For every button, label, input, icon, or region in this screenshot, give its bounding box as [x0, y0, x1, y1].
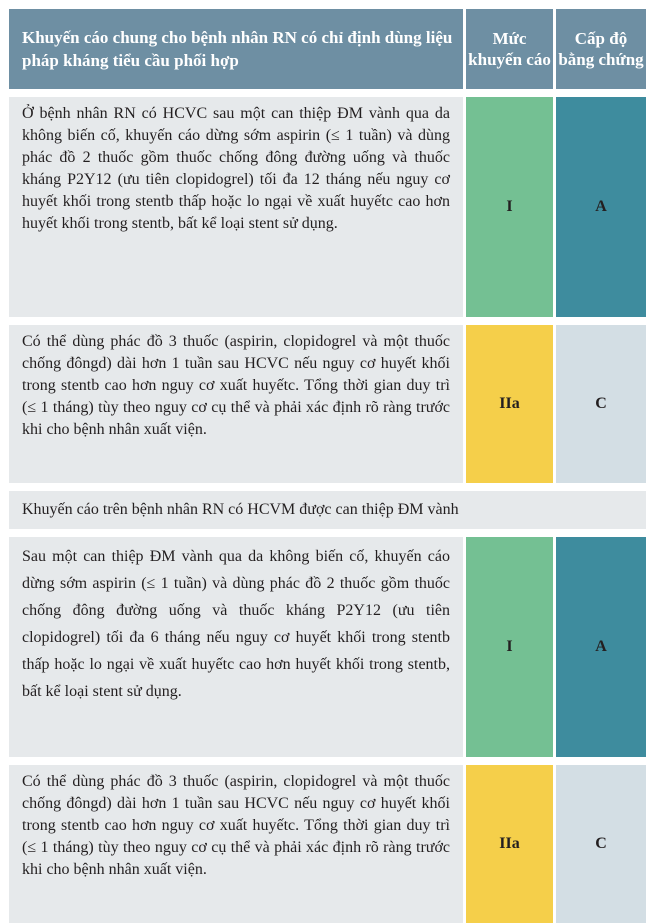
evidence-level-badge: A	[556, 97, 646, 317]
table-row	[9, 97, 646, 317]
recommendation-text: Sau một can thiệp ĐM vành qua da không biến cố, khuyến cáo dừng sớm aspirin (≤ 1 tuần) và dùng phác đồ 2 thuốc gồm thuốc chống đông đường uống và thuốc kháng P2Y12 (ưu tiên clopidogrel) tối đa 6 tháng nếu nguy cơ huyết khối trong stentb thấp hoặc lo ngại về xuất huyếtc cao hơn huyết khối trong stentb, bất kể loại stent sử dụng.	[9, 537, 466, 757]
header-title: Khuyến cáo chung cho bệnh nhân RN có chỉ định dùng liệu pháp kháng tiểu cầu phối hợp	[9, 9, 466, 89]
recommendation-table	[9, 9, 646, 923]
recommendation-table-page	[9, 9, 646, 923]
section-title: Khuyến cáo trên bệnh nhân RN có HCVM được can thiệp ĐM vành	[9, 491, 646, 529]
recommendation-text: Có thể dùng phác đồ 3 thuốc (aspirin, clopidogrel và một thuốc chống đôngd) dài hơn 1 tuần sau HCVC nếu nguy cơ huyết khối trong stentb cao hơn nguy cơ xuất huyếtc. Tổng thời gian duy trì (≤ 1 tháng) tùy theo nguy cơ cụ thể và phải xác định rõ ràng trước khi cho bệnh nhân xuất viện.	[9, 325, 466, 483]
recommendation-text: Ở bệnh nhân RN có HCVC sau một can thiệp ĐM vành qua da không biến cố, khuyến cáo dừng sớm aspirin (≤ 1 tuần) và dùng phác đồ 2 thuốc gồm thuốc chống đông đường uống và thuốc kháng P2Y12 (ưu tiên clopidogrel) tối đa 12 tháng nếu nguy cơ huyết khối trong stentb thấp hoặc lo ngại về xuất huyếtc cao hơn huyết khối trong stentb, bất kể loại stent sử dụng.	[9, 97, 466, 317]
table-row	[9, 537, 646, 757]
recommendation-level-badge: IIa	[466, 765, 556, 923]
header-evidence-level: Cấp độ bằng chứng	[556, 9, 646, 89]
recommendation-text: Có thể dùng phác đồ 3 thuốc (aspirin, clopidogrel và một thuốc chống đôngd) dài hơn 1 tuần sau HCVC nếu nguy cơ huyết khối trong stentb cao hơn nguy cơ xuất huyếtc. Tổng thời gian duy trì (≤ 1 tháng) tùy theo nguy cơ cụ thể và phải xác định rõ ràng trước khi cho bệnh nhân xuất viện.	[9, 765, 466, 923]
table-row	[9, 325, 646, 483]
recommendation-level-badge: IIa	[466, 325, 556, 483]
evidence-level-badge: C	[556, 765, 646, 923]
section-row	[9, 491, 646, 529]
evidence-level-badge: A	[556, 537, 646, 757]
recommendation-level-badge: I	[466, 97, 556, 317]
evidence-level-badge: C	[556, 325, 646, 483]
table-header	[9, 9, 646, 89]
table-row	[9, 765, 646, 923]
recommendation-level-badge: I	[466, 537, 556, 757]
header-recommendation-level: Mức khuyến cáo	[466, 9, 556, 89]
